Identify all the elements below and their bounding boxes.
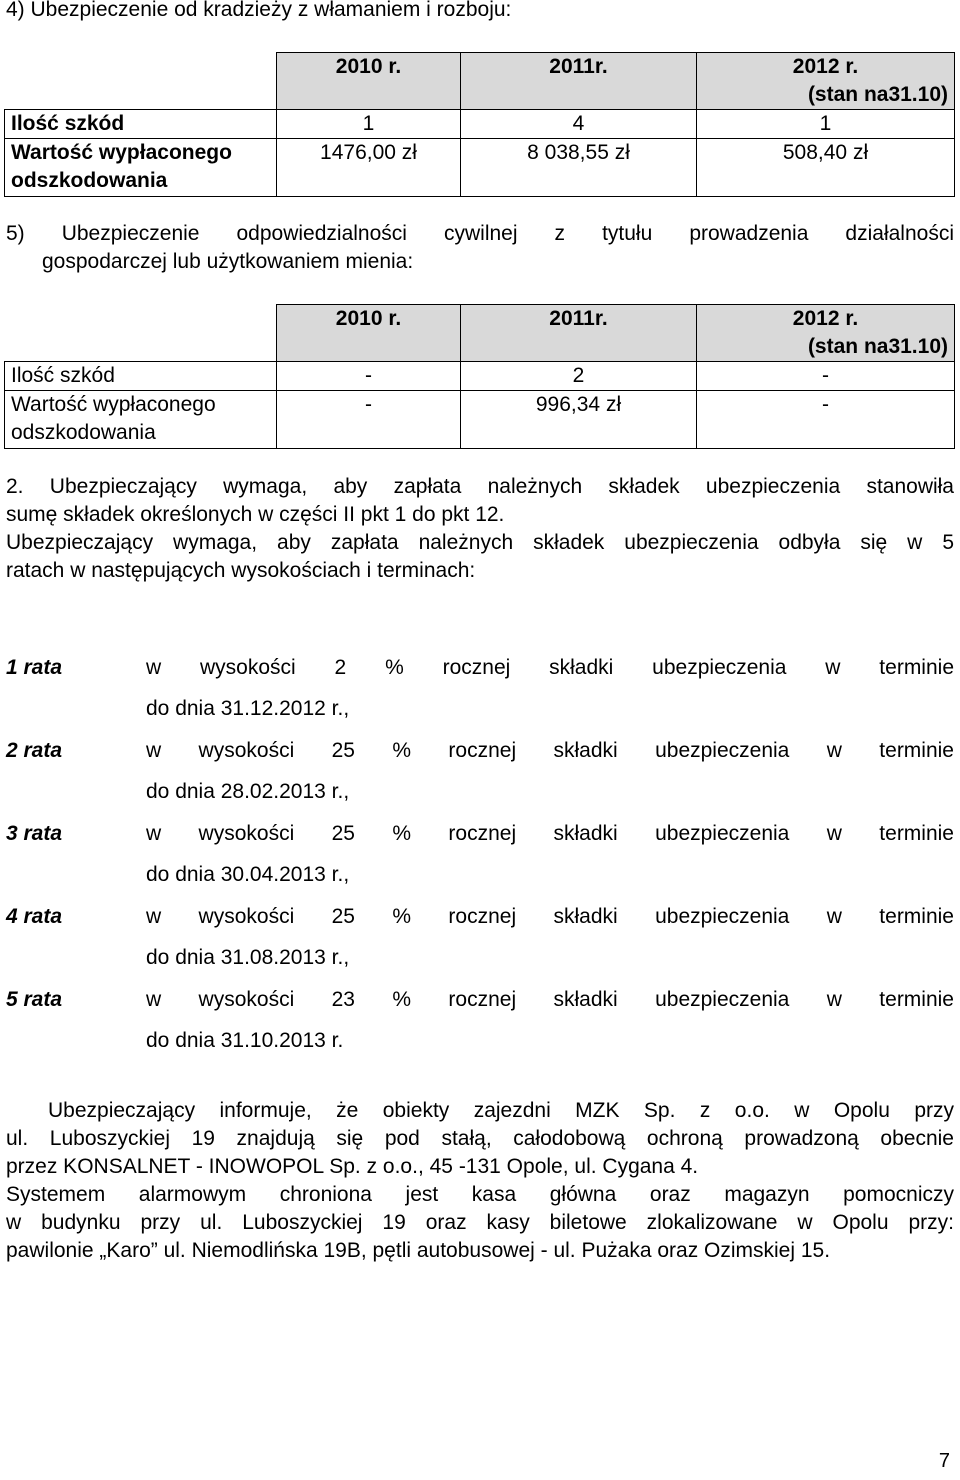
- installment-text: w wysokości 2 % rocznej składki ubezpieczenia w terminie: [146, 656, 954, 679]
- liability-claims-table: [4, 304, 955, 449]
- info-line6: pawilonie „Karo” ul. Niemodlińska 19B, pętli autobusowej - ul. Pużaka oraz Ozimskiej 15.: [6, 1239, 831, 1262]
- info-line5: w budynku przy ul. Luboszyckiej 19 oraz kasy biletowe zlokalizowane w Opolu przy:: [6, 1211, 954, 1234]
- section5-title-line1: 5) Ubezpieczenie odpowiedzialności cywilnej z tytułu prowadzenia działalności: [6, 222, 954, 245]
- header-2012: 2012 r. (stan na31.10): [697, 305, 955, 362]
- point2-line1: 2. Ubezpieczający wymaga, aby zapłata należnych składek ubezpieczenia stanowiła: [6, 475, 954, 498]
- header-2012: 2012 r. (stan na31.10): [697, 53, 955, 110]
- header-2011: 2011r.: [461, 305, 697, 362]
- header-2010: 2010 r.: [277, 53, 461, 110]
- row-label-payout-value: Wartość wypłaconego odszkodowania: [5, 139, 277, 197]
- theft-claims-table: [4, 52, 955, 197]
- row-label-claims-count: Ilość szkód: [5, 110, 277, 139]
- installment-date: do dnia 28.02.2013 r.,: [146, 780, 350, 803]
- table-row: [5, 391, 955, 449]
- cell-value: 8 038,55 zł: [461, 139, 697, 197]
- info-line3: przez KONSALNET - INOWOPOL Sp. z o.o., 45 -131 Opole, ul. Cygana 4.: [6, 1155, 699, 1178]
- point2-line3: Ubezpieczający wymaga, aby zapłata należnych składek ubezpieczenia odbyła się w 5: [6, 531, 954, 554]
- installment-text: w wysokości 25 % rocznej składki ubezpieczenia w terminie: [146, 905, 954, 928]
- table-header-row: [5, 53, 955, 110]
- cell-value: -: [277, 362, 461, 391]
- cell-value: 996,34 zł: [461, 391, 697, 449]
- cell-value: -: [277, 391, 461, 449]
- installment-text: w wysokości 25 % rocznej składki ubezpieczenia w terminie: [146, 739, 954, 762]
- section5-title-line2: gospodarczej lub użytkowaniem mienia:: [42, 250, 414, 273]
- table-row: [5, 110, 955, 139]
- cell-value: -: [697, 391, 955, 449]
- cell-value: 1: [277, 110, 461, 139]
- info-line4: Systemem alarmowym chroniona jest kasa główna oraz magazyn pomocniczy: [6, 1183, 954, 1206]
- point2-line4: ratach w następujących wysokościach i terminach:: [6, 559, 476, 582]
- installment-label: 2 rata: [6, 739, 63, 762]
- point2-line2: sumę składek określonych w części II pkt 1 do pkt 12.: [6, 503, 505, 526]
- page-number: 7: [938, 1450, 950, 1472]
- cell-value: 1: [697, 110, 955, 139]
- header-2011: 2011r.: [461, 53, 697, 110]
- row-label-payout-value: Wartość wypłaconego odszkodowania: [5, 391, 277, 449]
- installment-date: do dnia 30.04.2013 r.,: [146, 863, 350, 886]
- cell-value: 2: [461, 362, 697, 391]
- cell-value: -: [697, 362, 955, 391]
- installment-label: 5 rata: [6, 988, 63, 1011]
- info-line1: Ubezpieczający informuje, że obiekty zajezdni MZK Sp. z o.o. w Opolu przy: [48, 1099, 954, 1122]
- installment-label: 3 rata: [6, 822, 63, 845]
- installment-date: do dnia 31.08.2013 r.,: [146, 946, 350, 969]
- installment-text: w wysokości 25 % rocznej składki ubezpieczenia w terminie: [146, 822, 954, 845]
- cell-value: 1476,00 zł: [277, 139, 461, 197]
- section4-title: 4) Ubezpieczenie od kradzieży z włamaniem i rozboju:: [6, 0, 512, 21]
- installment-label: 4 rata: [6, 905, 63, 928]
- installment-text: w wysokości 23 % rocznej składki ubezpieczenia w terminie: [146, 988, 954, 1011]
- table-row: [5, 139, 955, 197]
- cell-value: 508,40 zł: [697, 139, 955, 197]
- installment-label: 1 rata: [6, 656, 63, 679]
- installment-date: do dnia 31.12.2012 r.,: [146, 697, 350, 720]
- cell-value: 4: [461, 110, 697, 139]
- installment-date: do dnia 31.10.2013 r.: [146, 1029, 344, 1052]
- table-row: [5, 362, 955, 391]
- info-line2: ul. Luboszyckiej 19 znajdują się pod stałą, całodobową ochroną prowadzoną obecnie: [6, 1127, 954, 1150]
- table-header-row: [5, 305, 955, 362]
- row-label-claims-count: Ilość szkód: [5, 362, 277, 391]
- header-2010: 2010 r.: [277, 305, 461, 362]
